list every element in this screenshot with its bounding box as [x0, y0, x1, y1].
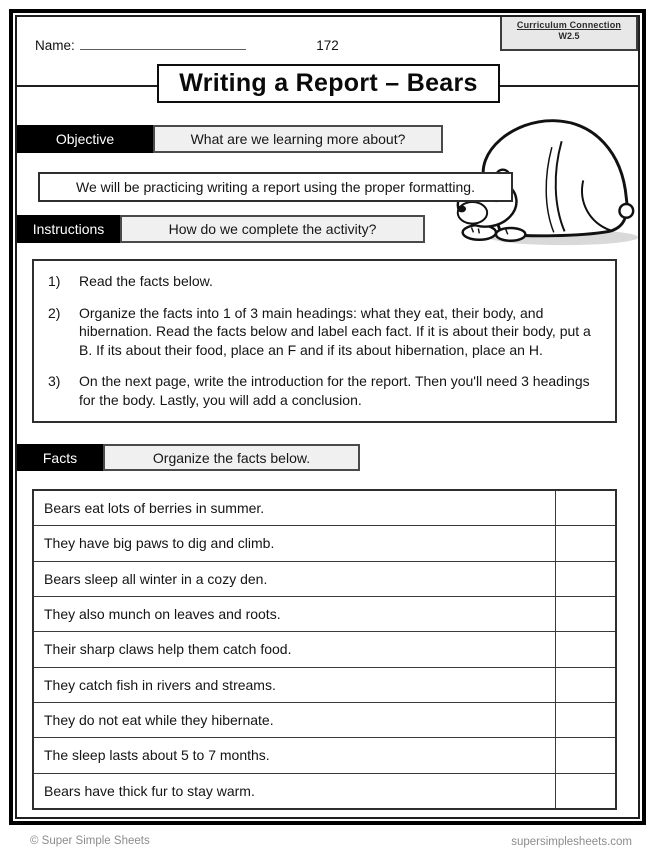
fact-text: They also munch on leaves and roots. — [34, 597, 556, 631]
instruction-step — [48, 304, 607, 360]
answer-cell[interactable] — [556, 738, 615, 772]
facts-table — [32, 489, 617, 810]
step-number: 3) — [48, 373, 61, 390]
fact-text: Bears sleep all winter in a cozy den. — [34, 562, 556, 596]
fact-text: They have big paws to dig and climb. — [34, 526, 556, 560]
fact-text: Their sharp claws help them catch food. — [34, 632, 556, 666]
answer-cell[interactable] — [556, 774, 615, 808]
instruction-step — [48, 272, 607, 291]
facts-question-box: Organize the facts below. — [103, 444, 360, 471]
table-row — [34, 597, 615, 632]
worksheet-title: Writing a Report – Bears — [157, 64, 500, 103]
facts-section-label: Facts — [17, 444, 103, 471]
step-text: Read the facts below. — [79, 273, 213, 289]
answer-cell[interactable] — [556, 562, 615, 596]
step-number: 1) — [48, 273, 61, 289]
fact-text: Bears eat lots of berries in summer. — [34, 491, 556, 525]
instructions-box — [32, 259, 617, 423]
step-number: 2) — [48, 304, 61, 321]
step-text: On the next page, write the introduction for the report. Then you'll need 3 headings for the body. Lastly, you will add a conclusion. — [79, 373, 590, 409]
instructions-section-label: Instructions — [17, 215, 120, 243]
curriculum-connection-badge — [500, 17, 638, 51]
table-row — [34, 668, 615, 703]
worksheet-page — [9, 9, 646, 825]
answer-cell[interactable] — [556, 597, 615, 631]
instruction-step — [48, 372, 607, 409]
answer-cell[interactable] — [556, 632, 615, 666]
answer-cell[interactable] — [556, 668, 615, 702]
step-text: Organize the facts into 1 of 3 main headings: what they eat, their body, and hibernation. Read the facts below and label each fact. If it is about their body, put a B. If its about their food, place an F and if its about hibernation, place an H. — [79, 304, 591, 358]
table-row — [34, 562, 615, 597]
website-text: supersimplesheets.com — [511, 836, 632, 848]
answer-cell[interactable] — [556, 703, 615, 737]
curriculum-connection-title: Curriculum Connection — [516, 20, 622, 30]
objective-section-label: Objective — [17, 125, 153, 153]
answer-cell[interactable] — [556, 526, 615, 560]
table-row — [34, 703, 615, 738]
worksheet-inner-frame — [15, 15, 640, 819]
table-row — [34, 738, 615, 773]
fact-text: They catch fish in rivers and streams. — [34, 668, 556, 702]
objective-question-box: What are we learning more about? — [153, 125, 443, 153]
table-row — [34, 526, 615, 561]
name-label: Name: — [35, 38, 75, 53]
fact-text: They do not eat while they hibernate. — [34, 703, 556, 737]
fact-text: Bears have thick fur to stay warm. — [34, 774, 556, 808]
curriculum-connection-code: W2.5 — [558, 31, 580, 41]
answer-cell[interactable] — [556, 491, 615, 525]
objective-statement-box: We will be practicing writing a report using the proper formatting. — [38, 172, 513, 202]
copyright-text: © Super Simple Sheets — [30, 835, 150, 847]
table-row — [34, 632, 615, 667]
instructions-question-box: How do we complete the activity? — [120, 215, 425, 243]
fact-text: The sleep lasts about 5 to 7 months. — [34, 738, 556, 772]
table-row — [34, 491, 615, 526]
table-row — [34, 774, 615, 808]
page-number: 172 — [316, 38, 339, 53]
